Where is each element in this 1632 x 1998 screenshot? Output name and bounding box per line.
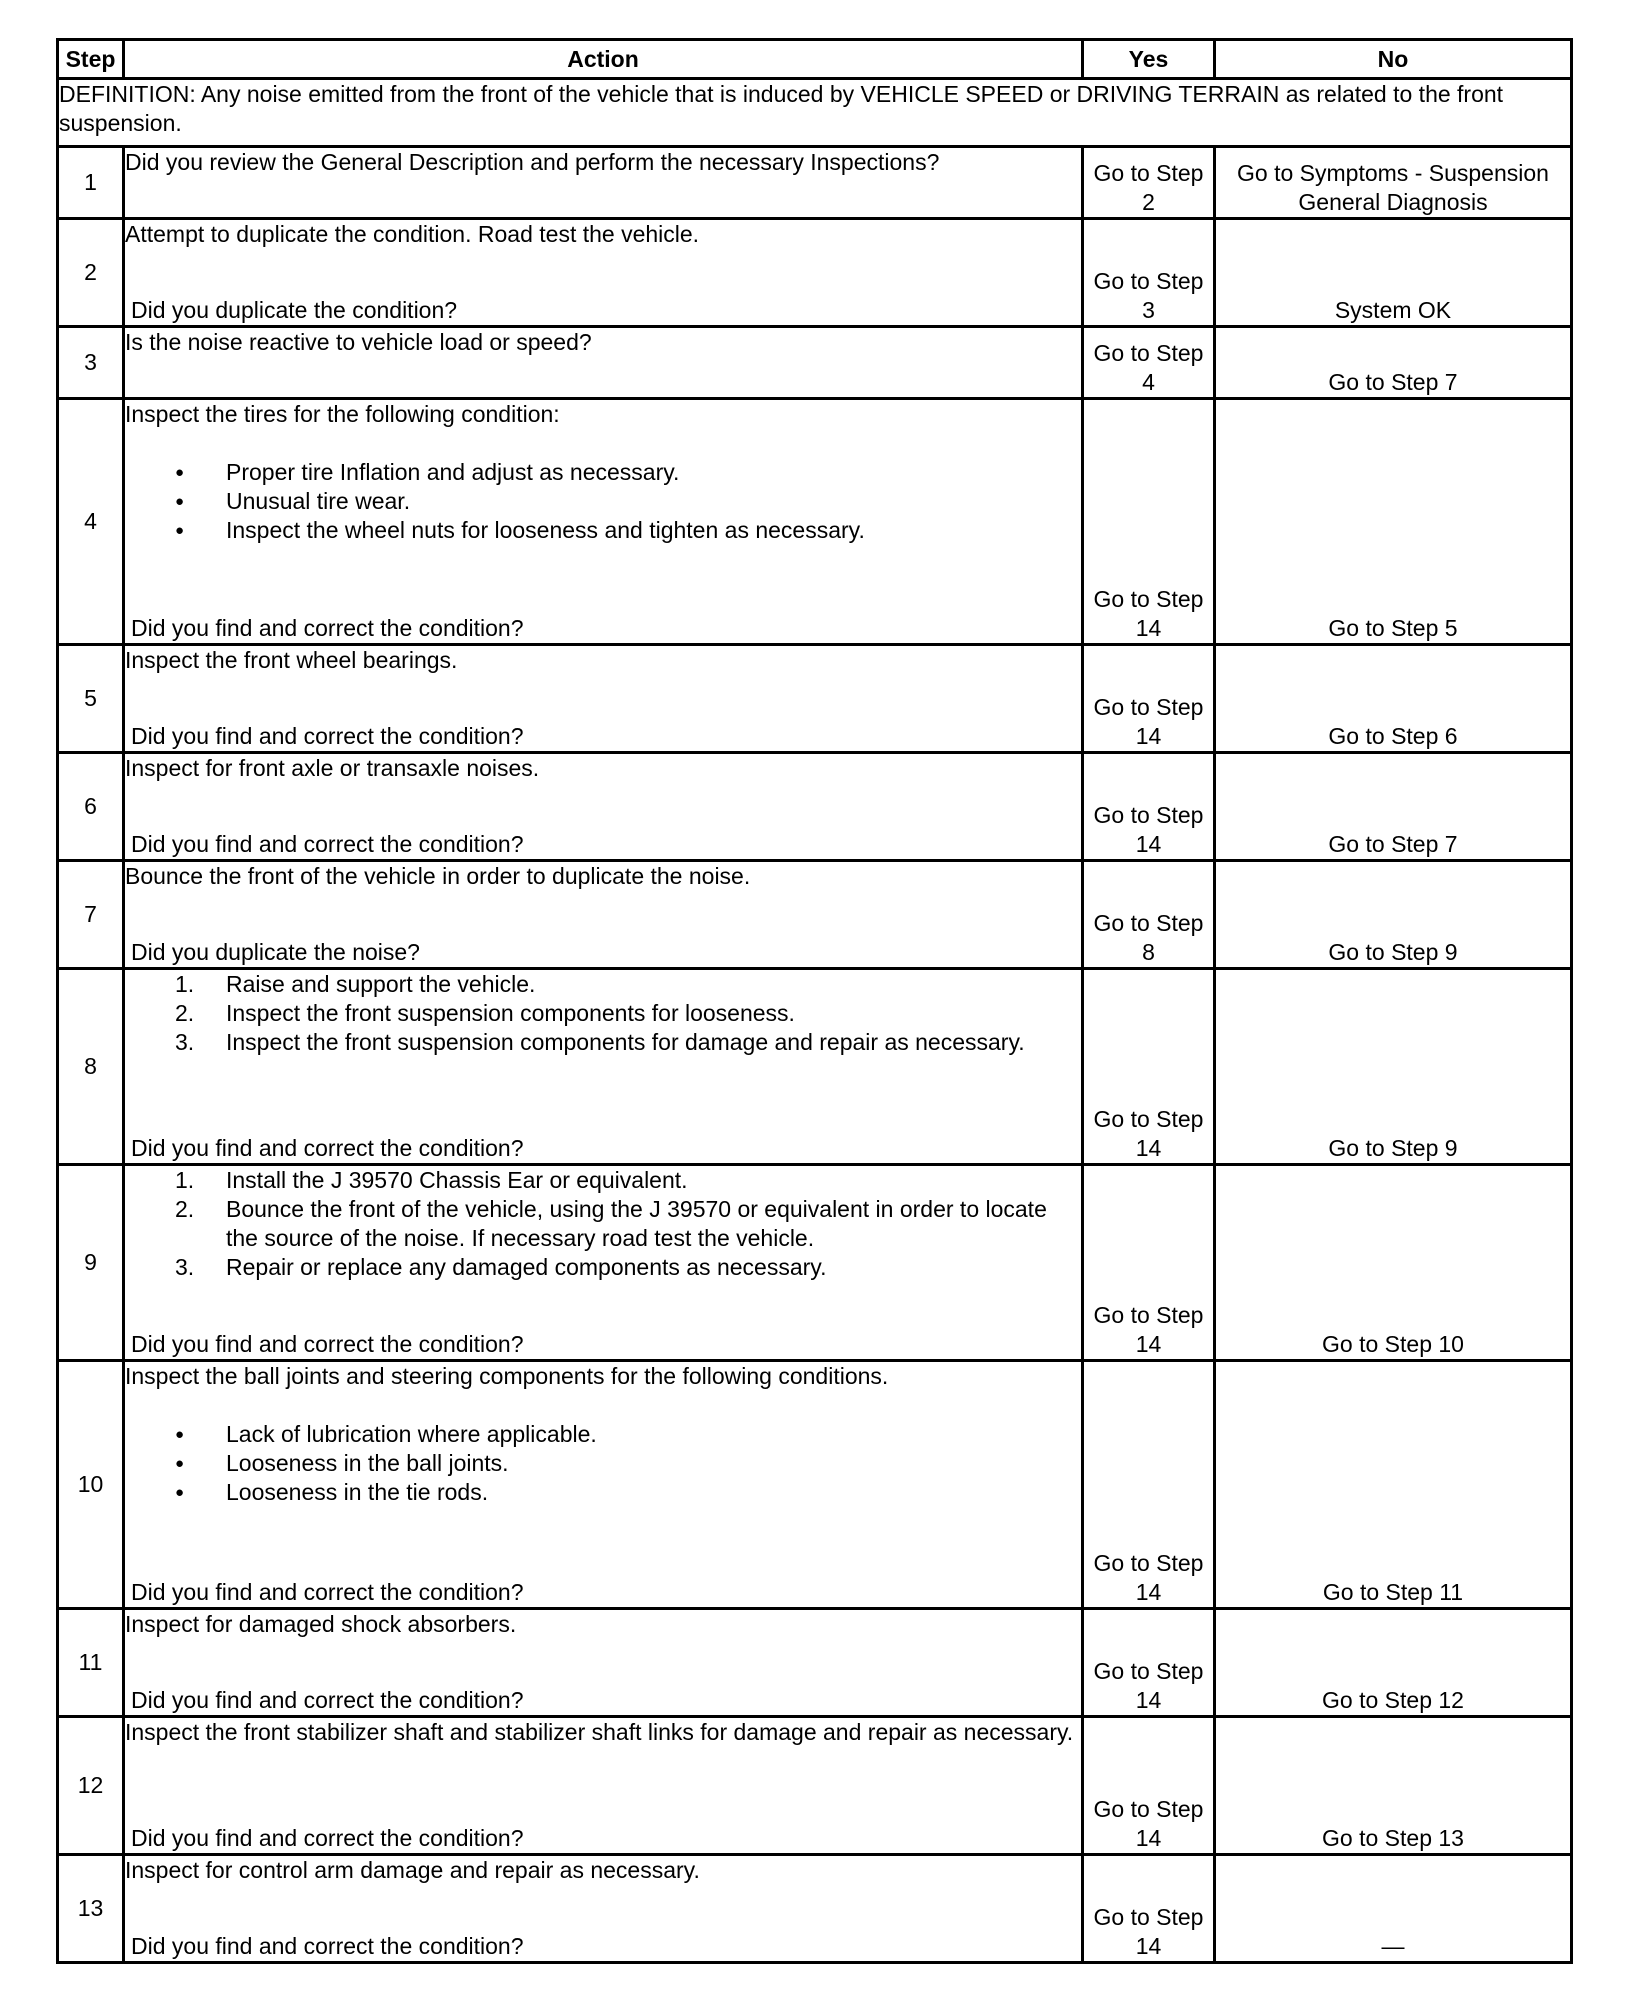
header-yes: Yes [1083,40,1215,79]
table-row [58,1609,1572,1717]
no-result: Go to Step 13 [1215,1717,1572,1855]
bullet-list [125,1420,1081,1507]
bullet-text: Inspect the wheel nuts for looseness and tighten as necessary. [226,517,865,543]
action-question: Did you find and correct the condition? [131,831,524,857]
table-row [58,969,1572,1165]
action-instruction: Attempt to duplicate the condition. Road test the vehicle. [125,221,700,247]
no-result: Go to Step 9 [1215,861,1572,969]
action-question: Did you find and correct the condition? [131,1135,524,1161]
action-instruction: Is the noise reactive to vehicle load or speed? [125,329,592,355]
yes-result: Go to Step 8 [1083,861,1215,969]
step-number: 9 [58,1165,124,1361]
bullet-item [125,1420,1081,1449]
action-instruction: Inspect for damaged shock absorbers. [125,1611,517,1637]
action-question: Did you find and correct the condition? [131,1687,524,1713]
bullet-icon: ● [175,493,185,510]
action-instruction: Bounce the front of the vehicle in order to duplicate the noise. [125,863,751,889]
action-cell [124,1165,1083,1361]
spacer [125,1391,1081,1420]
item-number: 3. [175,1029,195,1055]
yes-result: Go to Step 14 [1083,1361,1215,1609]
action-instruction: Inspect the front stabilizer shaft and stabilizer shaft links for damage and repair as necessary. [125,1719,1074,1745]
table-row [58,327,1572,399]
yes-result: Go to Step 2 [1083,147,1215,219]
bullet-text: Looseness in the tie rods. [226,1479,489,1505]
header-row [58,40,1572,79]
table-row [58,861,1572,969]
bullet-item [125,1478,1081,1507]
no-result: Go to Step 9 [1215,969,1572,1165]
step-number: 6 [58,753,124,861]
action-cell [124,753,1083,861]
action-instruction: Inspect for control arm damage and repair as necessary. [125,1857,700,1883]
table-row [58,219,1572,327]
action-cell [124,1855,1083,1963]
action-question: Did you find and correct the condition? [131,1331,524,1357]
yes-result: Go to Step 14 [1083,969,1215,1165]
action-question: Did you find and correct the condition? [131,1933,524,1959]
bullet-item [125,516,1081,545]
bullet-icon: ● [175,464,185,481]
no-result: Go to Step 12 [1215,1609,1572,1717]
item-number: 2. [175,1196,195,1222]
bullet-text: Lack of lubrication where applicable. [226,1421,597,1447]
step-number: 12 [58,1717,124,1855]
yes-result: Go to Step 14 [1083,1855,1215,1963]
diagnostic-table [56,38,1573,1964]
numbered-item [125,1195,1081,1253]
definition-row [58,79,1572,147]
numbered-text: Repair or replace any damaged components as necessary. [226,1254,827,1280]
numbered-text: Inspect the front suspension components for looseness. [226,1000,795,1026]
step-number: 10 [58,1361,124,1609]
action-cell [124,327,1083,399]
action-instruction: Inspect for front axle or transaxle noises. [125,755,540,781]
table-row [58,645,1572,753]
bullet-item [125,487,1081,516]
yes-result: Go to Step 14 [1083,1609,1215,1717]
no-result: Go to Step 6 [1215,645,1572,753]
bullet-text: Proper tire Inflation and adjust as necessary. [226,459,680,485]
step-number: 5 [58,645,124,753]
step-number: 4 [58,399,124,645]
definition-text: DEFINITION: Any noise emitted from the front of the vehicle that is induced by VEHICLE SPEED or DRIVING TERRAIN as related to the front suspension. [58,79,1572,147]
table-row [58,1717,1572,1855]
yes-result: Go to Step 14 [1083,645,1215,753]
action-instruction: Did you review the General Description and perform the necessary Inspections? [125,149,940,175]
action-question: Did you duplicate the noise? [131,939,420,965]
table-row [58,1855,1572,1963]
bullet-icon: ● [175,1455,185,1472]
step-number: 8 [58,969,124,1165]
no-result: Go to Step 5 [1215,399,1572,645]
no-result: Go to Symptoms - Suspension General Diagnosis [1215,147,1572,219]
numbered-item [125,1166,1081,1195]
step-number: 1 [58,147,124,219]
action-question: Did you find and correct the condition? [131,615,524,641]
action-cell [124,399,1083,645]
yes-result: Go to Step 14 [1083,753,1215,861]
action-question: Did you duplicate the condition? [131,297,458,323]
numbered-text: Inspect the front suspension components for damage and repair as necessary. [226,1029,1025,1055]
bullet-icon: ● [175,522,185,539]
step-number: 13 [58,1855,124,1963]
header-step: Step [58,40,124,79]
numbered-item [125,970,1081,999]
no-result: Go to Step 7 [1215,327,1572,399]
action-instruction: Inspect the tires for the following condition: [125,401,560,427]
item-number: 1. [175,1167,195,1193]
bullet-text: Unusual tire wear. [226,488,411,514]
table-row [58,1361,1572,1609]
no-result: Go to Step 10 [1215,1165,1572,1361]
spacer [125,429,1081,458]
yes-result: Go to Step 3 [1083,219,1215,327]
action-cell [124,861,1083,969]
yes-result: Go to Step 4 [1083,327,1215,399]
action-question: Did you find and correct the condition? [131,1579,524,1605]
numbered-list [125,970,1081,1057]
yes-result: Go to Step 14 [1083,399,1215,645]
no-result: Go to Step 11 [1215,1361,1572,1609]
action-cell [124,1361,1083,1609]
numbered-item [125,999,1081,1028]
bullet-item [125,458,1081,487]
action-question: Did you find and correct the condition? [131,1825,524,1851]
action-cell [124,147,1083,219]
table-row [58,399,1572,645]
action-instruction: Inspect the front wheel bearings. [125,647,458,673]
action-instruction: Inspect the ball joints and steering components for the following conditions. [125,1363,889,1389]
header-action: Action [124,40,1083,79]
bullet-item [125,1449,1081,1478]
yes-result: Go to Step 14 [1083,1165,1215,1361]
table-row [58,147,1572,219]
no-result: Go to Step 7 [1215,753,1572,861]
step-number: 11 [58,1609,124,1717]
numbered-text: Install the J 39570 Chassis Ear or equivalent. [226,1167,688,1193]
step-number: 2 [58,219,124,327]
bullet-icon: ● [175,1484,185,1501]
bullet-icon: ● [175,1426,185,1443]
numbered-item [125,1028,1081,1057]
action-cell [124,1609,1083,1717]
table-row [58,1165,1572,1361]
header-no: No [1215,40,1572,79]
action-cell [124,219,1083,327]
numbered-text: Raise and support the vehicle. [226,971,536,997]
action-cell [124,969,1083,1165]
action-cell [124,1717,1083,1855]
step-number: 3 [58,327,124,399]
bullet-list [125,458,1081,545]
no-result: — [1215,1855,1572,1963]
yes-result: Go to Step 14 [1083,1717,1215,1855]
item-number: 1. [175,971,195,997]
item-number: 2. [175,1000,195,1026]
item-number: 3. [175,1254,195,1280]
numbered-text: Bounce the front of the vehicle, using the J 39570 or equivalent in order to locate the source of the noise. If necessary road test the vehicle. [226,1196,1047,1251]
step-number: 7 [58,861,124,969]
table-row [58,753,1572,861]
numbered-item [125,1253,1081,1282]
numbered-list [125,1166,1081,1282]
action-question: Did you find and correct the condition? [131,723,524,749]
no-result: System OK [1215,219,1572,327]
bullet-text: Looseness in the ball joints. [226,1450,509,1476]
action-cell [124,645,1083,753]
